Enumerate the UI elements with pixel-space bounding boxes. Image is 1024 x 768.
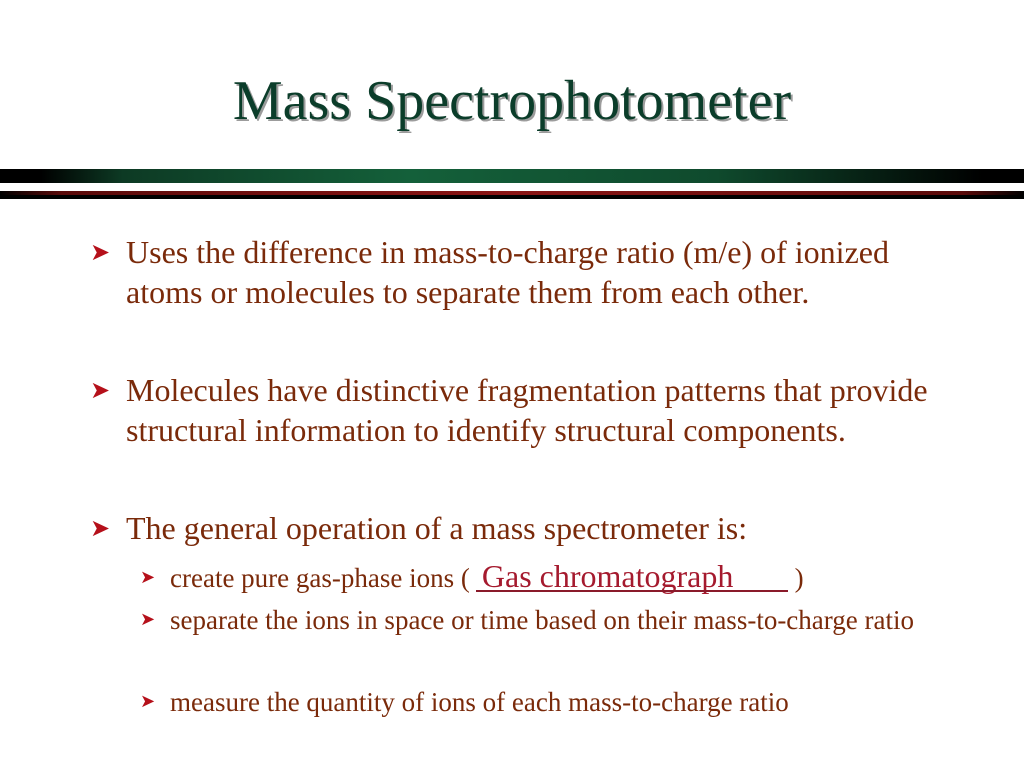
sub-bullet-item — [140, 686, 960, 754]
fill-in-blank — [470, 558, 788, 594]
sub-bullet-item — [140, 558, 960, 598]
sub-bullet-text: separate the ions in space or time based on their mass-to-charge ratio — [170, 605, 914, 635]
arrowhead-bullet-icon: ➤ — [90, 514, 111, 542]
bullet-text: Uses the difference in mass-to-charge ratio (m/e) of ionized atoms or molecules to separate them from each other. — [126, 234, 889, 310]
bullet-text: Molecules have distinctive fragmentation patterns that provide structural information to identify structural components. — [126, 372, 928, 448]
arrowhead-bullet-icon: ➤ — [90, 238, 111, 266]
sub-bullet-item — [140, 604, 960, 672]
fill-in-suffix: ) — [787, 563, 804, 593]
slide-title: Mass Spectrophotometer — [232, 70, 792, 132]
bullet-item — [90, 232, 970, 352]
fill-in-underline — [476, 590, 788, 592]
sub-bullet-text: measure the quantity of ions of each mass-to-charge ratio — [170, 687, 789, 717]
arrowhead-bullet-icon: ➤ — [90, 376, 111, 404]
arrowhead-bullet-icon: ➤ — [140, 567, 156, 588]
bullet-item — [90, 508, 970, 548]
sub-bullet-text — [170, 558, 930, 594]
bullet-item — [90, 370, 970, 490]
arrowhead-bullet-icon: ➤ — [140, 609, 156, 630]
fill-in-prefix: create pure gas-phase ions ( — [170, 563, 470, 593]
arrowhead-bullet-icon: ➤ — [140, 691, 156, 712]
bullet-text: The general operation of a mass spectrometer is: — [126, 510, 748, 546]
fill-in-answer: Gas chromatograph — [481, 558, 734, 594]
